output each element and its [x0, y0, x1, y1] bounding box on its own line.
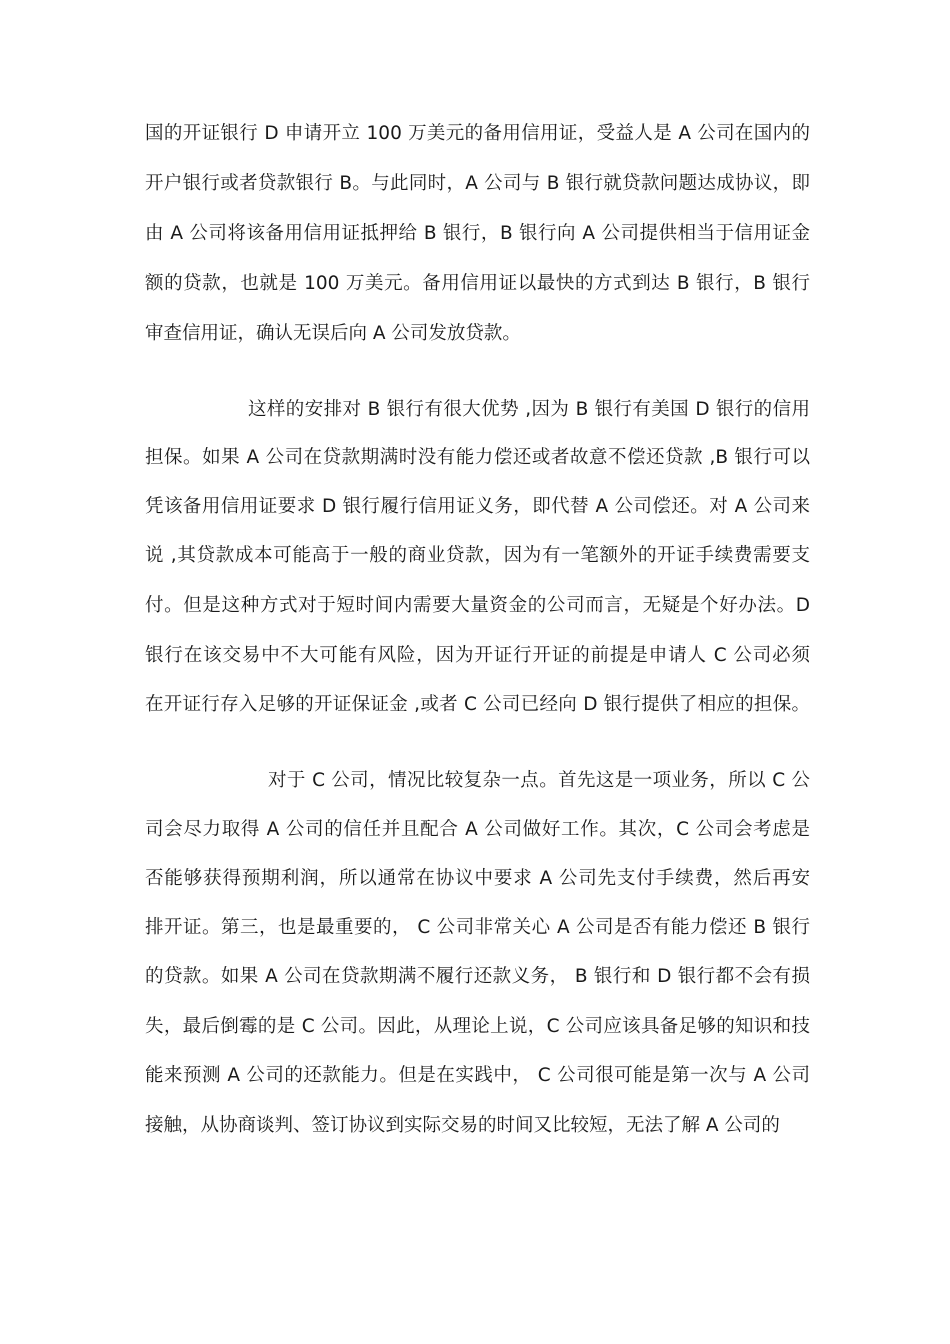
text-line: 审查信用证，确认无误后向 A 公司发放贷款。: [145, 323, 521, 344]
text-line: 失，最后倒霉的是 C 公司。因此，从理论上说，C 公司应该具备足够的知识和技: [145, 1016, 810, 1037]
text-line: 能来预测 A 公司的还款能力。但是在实践中， C 公司很可能是第一次与 A 公司: [145, 1065, 810, 1086]
text-line: 在开证行存入足够的开证保证金 ,或者 C 公司已经向 D 银行提供了相应的担保。: [145, 694, 810, 715]
text-line: 说 ,其贷款成本可能高于一般的商业贷款，因为有一笔额外的开证手续费需要支: [145, 545, 810, 566]
text-line: 否能够获得预期利润，所以通常在协议中要求 A 公司先支付手续费，然后再安: [145, 868, 810, 889]
text-line: 担保。如果 A 公司在贷款期满时没有能力偿还或者故意不偿还贷款 ,B 银行可以: [145, 447, 810, 468]
text-line: 接触，从协商谈判、签订协议到实际交易的时间又比较短，无法了解 A 公司的: [145, 1115, 780, 1136]
text-line: 付。但是这种方式对于短时间内需要大量资金的公司而言，无疑是个好办法。D: [145, 595, 810, 616]
text-line: 开户银行或者贷款银行 B。与此同时，A 公司与 B 银行就贷款问题达成协议，即: [145, 173, 810, 194]
text-line: 由 A 公司将该备用信用证抵押给 B 银行，B 银行向 A 公司提供相当于信用证金: [145, 223, 810, 244]
text-line: 银行在该交易中不大可能有风险，因为开证行开证的前提是申请人 C 公司必须: [145, 645, 810, 666]
text-line: 额的贷款，也就是 100 万美元。备用信用证以最快的方式到达 B 银行，B 银行: [145, 273, 810, 294]
text-line: 排开证。第三，也是最重要的， C 公司非常关心 A 公司是否有能力偿还 B 银行: [145, 917, 810, 938]
text-line: 对于 C 公司，情况比较复杂一点。首先这是一项业务，所以 C 公: [268, 770, 810, 791]
text-line: 司会尽力取得 A 公司的信任并且配合 A 公司做好工作。其次，C 公司会考虑是: [145, 819, 810, 840]
text-line: 国的开证银行 D 申请开立 100 万美元的备用信用证，受益人是 A 公司在国内的: [145, 123, 810, 144]
text-line: 凭该备用信用证要求 D 银行履行信用证义务，即代替 A 公司偿还。对 A 公司来: [145, 496, 810, 517]
text-line: 这样的安排对 B 银行有很大优势 ,因为 B 银行有美国 D 银行的信用: [248, 399, 810, 420]
text-line: 的贷款。如果 A 公司在贷款期满不履行还款义务， B 银行和 D 银行都不会有损: [145, 966, 810, 987]
